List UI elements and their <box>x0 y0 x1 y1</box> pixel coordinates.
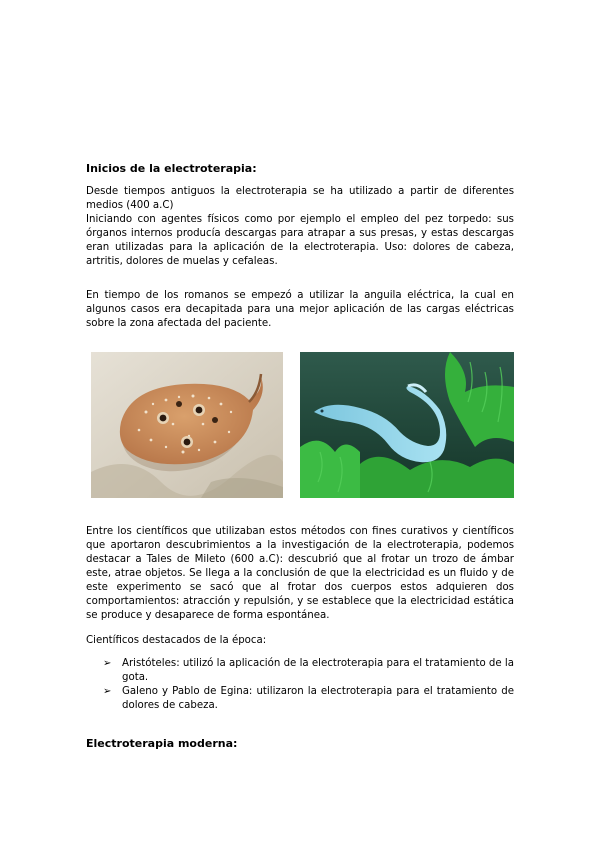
paragraph-romanos: En tiempo de los romanos se empezó a utilizar la anguila eléctrica, la cual en algunos casos era decapitada para una mejor aplicación de las cargas eléctricas sobre la zona afectada del paciente. <box>86 289 514 329</box>
paragraph-cientificos: Científicos destacados de la época: <box>86 634 267 646</box>
paragraph-torpedo: Iniciando con agentes físicos como por ejemplo el empleo del pez torpedo: sus órganos internos producía descargas para atrapar a sus presas, y estas descargas eran utilizadas para la aplicación de la electroterapia. Uso: dolores de cabeza, artritis, dolores de muelas y cefaleas. <box>86 214 514 268</box>
section-heading-inicios: Inicios de la electroterapia: <box>86 162 257 175</box>
image-row <box>86 352 514 498</box>
paragraph-tales: Entre los científicos que utilizaban estos métodos con fines curativos y científicos que aportaron descubrimientos a la investigación de la electroterapia, podemos destacar a Tales de Mileto (600 a.C): descubrió que al frotar un trozo de ámbar este, atrae objetos. Se llega a la conclusión de que la electricidad es un fluido y de este experimento se sacó que al frotar dos cuerpos estos adquieren dos comportamientos: atracción y repulsión, y se establece que la electricidad estática se produce y desaparece de forma espontánea. <box>86 525 514 622</box>
list-item-text: Aristóteles: utilizó la aplicación de la electroterapia para el tratamiento de la gota. <box>122 657 514 683</box>
document-content <box>86 162 514 751</box>
arrow-bullet-icon: ➢ <box>103 657 112 669</box>
torpedo-ray-image <box>91 352 283 498</box>
list-item <box>86 657 514 685</box>
list-item-text: Galeno y Pablo de Egina: utilizaron la electroterapia para el tratamiento de dolores de cabeza. <box>122 685 514 711</box>
paragraph-intro: Desde tiempos antiguos la electroterapia se ha utilizado a partir de diferentes medios (400 a.C) <box>86 186 514 212</box>
list-item <box>86 685 514 713</box>
electric-eel-image <box>300 352 514 498</box>
scientists-list <box>86 657 514 713</box>
arrow-bullet-icon: ➢ <box>103 685 112 697</box>
section-heading-moderna: Electroterapia moderna: <box>86 736 238 750</box>
